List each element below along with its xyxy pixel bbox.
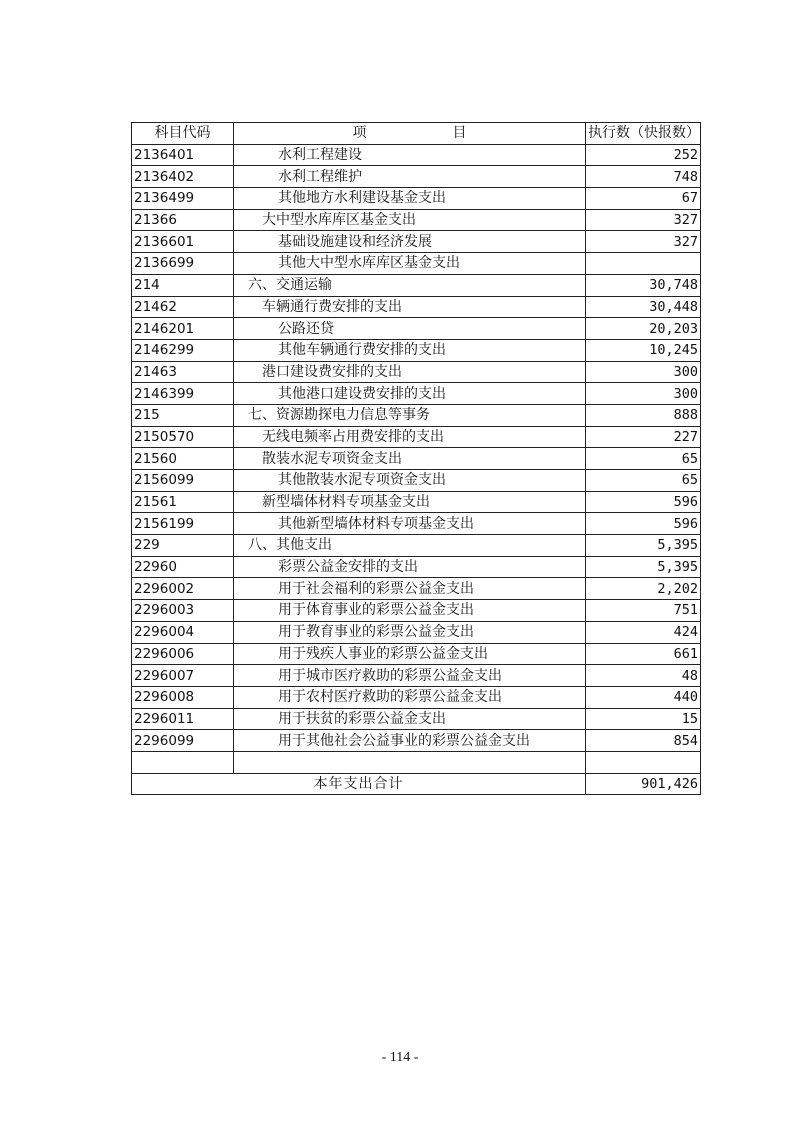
row-amount: 20,203 xyxy=(586,318,701,340)
table-row xyxy=(132,361,701,383)
table-row xyxy=(132,296,701,318)
table-row xyxy=(132,188,701,210)
row-amount: 65 xyxy=(586,448,701,470)
row-amount: 30,448 xyxy=(586,296,701,318)
table-row xyxy=(132,383,701,405)
row-item-name: 新型墙体材料专项基金支出 xyxy=(234,491,586,513)
row-amount: 2,202 xyxy=(586,578,701,600)
row-item-name: 其他港口建设费安排的支出 xyxy=(234,383,586,405)
row-amount: 15 xyxy=(586,708,701,730)
row-code: 2146201 xyxy=(132,318,234,340)
row-item-name: 车辆通行费安排的支出 xyxy=(234,296,586,318)
table-row xyxy=(132,556,701,578)
table-row xyxy=(132,751,701,773)
row-item-name: 基础设施建设和经济发展 xyxy=(234,231,586,253)
row-code: 2136499 xyxy=(132,188,234,210)
row-amount: 440 xyxy=(586,686,701,708)
row-code xyxy=(132,751,234,773)
header-amount: 执行数（快报数） xyxy=(586,123,701,145)
table-row xyxy=(132,209,701,231)
row-item-name: 八、其他支出 xyxy=(234,535,586,557)
row-item-name: 其他散装水泥专项资金支出 xyxy=(234,470,586,492)
row-amount: 67 xyxy=(586,188,701,210)
header-item-part1: 项 xyxy=(352,125,367,142)
row-code: 21462 xyxy=(132,296,234,318)
row-code: 2296011 xyxy=(132,708,234,730)
row-item-name: 其他车辆通行费安排的支出 xyxy=(234,339,586,361)
row-item-name: 无线电频率占用费安排的支出 xyxy=(234,426,586,448)
row-code: 21366 xyxy=(132,209,234,231)
table-row xyxy=(132,600,701,622)
row-code: 21560 xyxy=(132,448,234,470)
table-row xyxy=(132,318,701,340)
row-amount: 854 xyxy=(586,730,701,752)
table-row xyxy=(132,708,701,730)
row-item-name: 用于扶贫的彩票公益金支出 xyxy=(234,708,586,730)
table-row xyxy=(132,448,701,470)
row-code: 2136401 xyxy=(132,144,234,166)
table-row xyxy=(132,404,701,426)
row-amount: 596 xyxy=(586,491,701,513)
table-row xyxy=(132,339,701,361)
row-item-name xyxy=(234,751,586,773)
row-code: 2296002 xyxy=(132,578,234,600)
table-row xyxy=(132,231,701,253)
row-code: 2296007 xyxy=(132,665,234,687)
header-item xyxy=(234,123,586,145)
row-code: 229 xyxy=(132,535,234,557)
table-row xyxy=(132,535,701,557)
table-body xyxy=(132,144,701,773)
row-amount: 252 xyxy=(586,144,701,166)
row-code: 21463 xyxy=(132,361,234,383)
row-code: 215 xyxy=(132,404,234,426)
row-amount xyxy=(586,253,701,275)
row-item-name: 其他地方水利建设基金支出 xyxy=(234,188,586,210)
row-amount: 748 xyxy=(586,166,701,188)
table-row xyxy=(132,686,701,708)
table-header-row xyxy=(132,123,701,145)
row-amount: 327 xyxy=(586,209,701,231)
table-row xyxy=(132,730,701,752)
row-item-name: 用于城市医疗救助的彩票公益金支出 xyxy=(234,665,586,687)
table-row xyxy=(132,578,701,600)
total-amount: 901,426 xyxy=(586,773,701,795)
table-row xyxy=(132,621,701,643)
expenditure-table xyxy=(131,122,701,795)
row-code: 22960 xyxy=(132,556,234,578)
row-code: 2150570 xyxy=(132,426,234,448)
table-row xyxy=(132,274,701,296)
row-item-name: 六、交通运输 xyxy=(234,274,586,296)
table-row xyxy=(132,144,701,166)
row-amount: 48 xyxy=(586,665,701,687)
table-row xyxy=(132,166,701,188)
row-amount: 300 xyxy=(586,383,701,405)
row-code: 2156099 xyxy=(132,470,234,492)
row-code: 2146299 xyxy=(132,339,234,361)
row-amount: 888 xyxy=(586,404,701,426)
row-amount: 751 xyxy=(586,600,701,622)
table-row xyxy=(132,643,701,665)
row-code: 2136699 xyxy=(132,253,234,275)
row-amount: 227 xyxy=(586,426,701,448)
table-row xyxy=(132,513,701,535)
row-item-name: 用于残疾人事业的彩票公益金支出 xyxy=(234,643,586,665)
header-item-part2: 目 xyxy=(452,125,467,142)
total-label: 本年支出合计 xyxy=(132,773,586,795)
row-code: 2156199 xyxy=(132,513,234,535)
table-row xyxy=(132,470,701,492)
row-code: 2296004 xyxy=(132,621,234,643)
row-code: 2136402 xyxy=(132,166,234,188)
row-item-name: 其他大中型水库库区基金支出 xyxy=(234,253,586,275)
row-item-name: 用于农村医疗救助的彩票公益金支出 xyxy=(234,686,586,708)
row-code: 2296003 xyxy=(132,600,234,622)
row-amount: 596 xyxy=(586,513,701,535)
total-row xyxy=(132,773,701,795)
row-item-name: 公路还贷 xyxy=(234,318,586,340)
page-number: - 114 - xyxy=(381,1050,419,1065)
header-code: 科目代码 xyxy=(132,123,234,145)
row-amount xyxy=(586,751,701,773)
row-amount: 65 xyxy=(586,470,701,492)
row-item-name: 散装水泥专项资金支出 xyxy=(234,448,586,470)
row-item-name: 港口建设费安排的支出 xyxy=(234,361,586,383)
row-amount: 30,748 xyxy=(586,274,701,296)
row-item-name: 彩票公益金安排的支出 xyxy=(234,556,586,578)
row-code: 2296008 xyxy=(132,686,234,708)
row-amount: 10,245 xyxy=(586,339,701,361)
row-code: 2296006 xyxy=(132,643,234,665)
table-row xyxy=(132,253,701,275)
row-item-name: 大中型水库库区基金支出 xyxy=(234,209,586,231)
row-item-name: 用于社会福利的彩票公益金支出 xyxy=(234,578,586,600)
row-amount: 300 xyxy=(586,361,701,383)
row-item-name: 水利工程建设 xyxy=(234,144,586,166)
row-item-name: 其他新型墙体材料专项基金支出 xyxy=(234,513,586,535)
table-row xyxy=(132,491,701,513)
row-code: 21561 xyxy=(132,491,234,513)
table-row xyxy=(132,426,701,448)
row-amount: 661 xyxy=(586,643,701,665)
row-amount: 5,395 xyxy=(586,535,701,557)
row-amount: 424 xyxy=(586,621,701,643)
row-item-name: 水利工程维护 xyxy=(234,166,586,188)
row-code: 2296099 xyxy=(132,730,234,752)
row-item-name: 用于体育事业的彩票公益金支出 xyxy=(234,600,586,622)
row-item-name: 七、资源勘探电力信息等事务 xyxy=(234,404,586,426)
row-code: 2136601 xyxy=(132,231,234,253)
row-code: 214 xyxy=(132,274,234,296)
row-amount: 5,395 xyxy=(586,556,701,578)
table-row xyxy=(132,665,701,687)
row-item-name: 用于教育事业的彩票公益金支出 xyxy=(234,621,586,643)
row-amount: 327 xyxy=(586,231,701,253)
row-code: 2146399 xyxy=(132,383,234,405)
row-item-name: 用于其他社会公益事业的彩票公益金支出 xyxy=(234,730,586,752)
